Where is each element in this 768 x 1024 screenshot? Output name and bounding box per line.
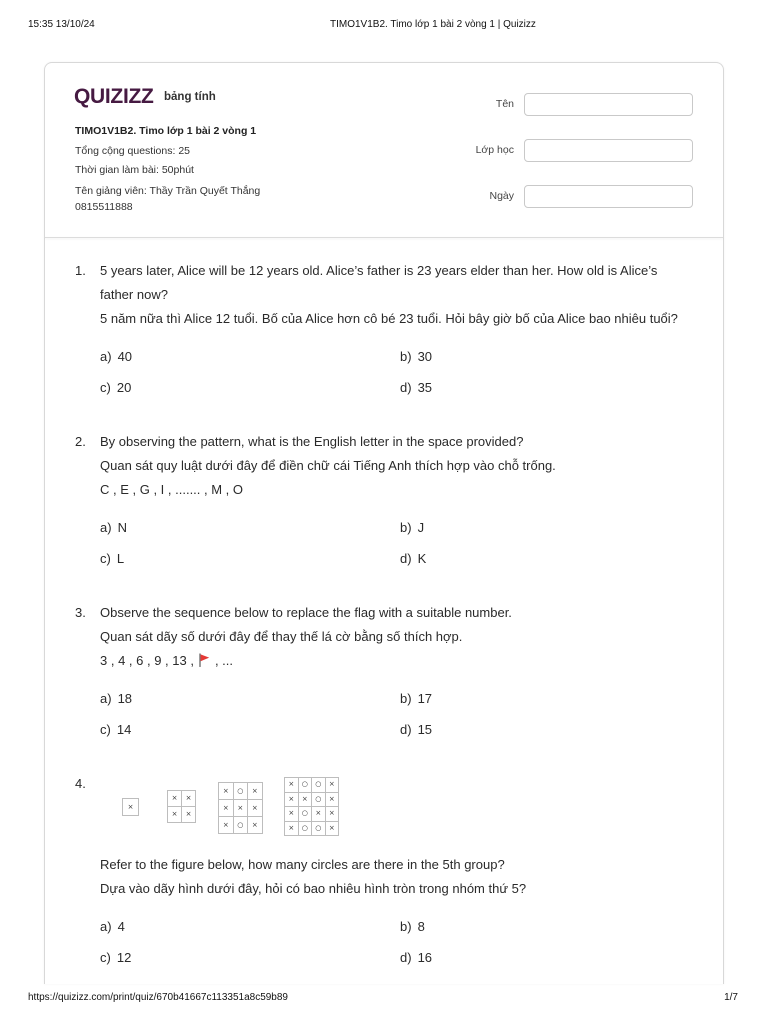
option-a <box>100 341 400 372</box>
option-b <box>400 683 700 714</box>
option-c <box>100 714 400 745</box>
grid-cell: × <box>248 800 263 817</box>
date-label: Ngày <box>489 190 514 202</box>
number-sequence <box>100 649 710 673</box>
option-label: a) <box>100 520 112 535</box>
option-value: 15 <box>417 722 433 737</box>
grid-cell: ○ <box>299 822 313 837</box>
question-number: 4. <box>75 776 86 791</box>
option-value: K <box>417 551 427 566</box>
option-value: N <box>117 520 127 535</box>
option-value: 35 <box>417 380 433 395</box>
answer-options <box>100 512 710 574</box>
question-number: 1. <box>75 263 86 278</box>
option-b <box>400 341 700 372</box>
option-d <box>400 714 700 745</box>
question-body <box>100 430 710 574</box>
question-text-vi: Quan sát quy luật dưới đây để điền chữ cái Tiếng Anh thích hợp vào chỗ trống. <box>100 458 556 473</box>
grid-cell: × <box>219 783 234 800</box>
grid-cell: ○ <box>312 778 326 793</box>
instructor: Tên giảng viên: Thầy Trần Quyết Thắng 0815511888 <box>75 184 261 213</box>
option-label: d) <box>400 722 412 737</box>
letter-sequence: C , E , G , I , ....... , M , O <box>100 482 244 497</box>
grid-cell: × <box>299 793 313 808</box>
pattern-group-2 <box>167 790 196 823</box>
grid-cell: × <box>248 817 263 834</box>
option-d <box>400 372 700 403</box>
question-number: 2. <box>75 434 86 449</box>
class-field[interactable] <box>524 139 693 162</box>
grid-cell: ○ <box>234 783 249 800</box>
question-body <box>100 259 710 403</box>
sequence-before-flag: 3 , 4 , 6 , 9 , 13 , <box>100 653 194 668</box>
option-a <box>100 683 400 714</box>
print-header-datetime: 15:35 13/10/24 <box>28 19 95 30</box>
grid-cell: × <box>219 800 234 817</box>
option-b <box>400 512 700 543</box>
class-label: Lớp học <box>475 144 514 156</box>
grid-cell: × <box>285 807 299 822</box>
question-text-en: Observe the sequence below to replace the flag with a suitable number. <box>100 605 512 620</box>
grid-cell: × <box>182 791 196 807</box>
option-a <box>100 911 400 942</box>
grid-cell: × <box>326 807 340 822</box>
option-d <box>400 942 700 973</box>
option-label: a) <box>100 691 112 706</box>
grid-cell: × <box>312 807 326 822</box>
sequence-after-flag: , ... <box>214 653 234 668</box>
grid-cell: × <box>219 817 234 834</box>
red-flag-icon <box>198 653 210 667</box>
header-divider <box>45 237 723 238</box>
grid-cell: ○ <box>299 807 313 822</box>
print-header-title: TIMO1V1B2. Timo lớp 1 bài 2 vòng 1 | Quizizz <box>330 19 536 30</box>
grid-cell: × <box>326 778 340 793</box>
question-text-en: 5 years later, Alice will be 12 years old. Alice’s father is 23 years elder than her. How old is Alice’s father now? <box>100 263 658 302</box>
option-value: 20 <box>116 380 132 395</box>
name-field[interactable] <box>524 93 693 116</box>
quizizz-logo: QUIZIZZ <box>74 85 154 108</box>
grid-cell: ○ <box>312 822 326 837</box>
option-a <box>100 512 400 543</box>
option-label: d) <box>400 551 412 566</box>
grid-cell: × <box>248 783 263 800</box>
grid-cell: × <box>326 793 340 808</box>
grid-cell: × <box>285 793 299 808</box>
date-field-row <box>440 185 693 208</box>
option-value: 4 <box>117 919 125 934</box>
option-label: c) <box>100 722 111 737</box>
grid-cell: × <box>123 799 139 816</box>
option-value: 30 <box>417 349 433 364</box>
question-text-en: By observing the pattern, what is the English letter in the space provided? <box>100 434 524 449</box>
option-b <box>400 911 700 942</box>
grid-cell: × <box>234 800 249 817</box>
option-label: a) <box>100 919 112 934</box>
class-field-row <box>440 139 693 162</box>
option-label: b) <box>400 919 412 934</box>
question-text-en: Refer to the figure below, how many circles are there in the 5th group? <box>100 857 505 872</box>
option-value: 14 <box>116 722 132 737</box>
question-number: 3. <box>75 605 86 620</box>
pattern-group-1 <box>122 798 139 816</box>
pattern-group-3 <box>218 782 263 834</box>
print-footer-url: https://quizizz.com/print/quiz/670b41667c113351a8c59b89 <box>28 992 288 1003</box>
option-value: 17 <box>417 691 433 706</box>
name-label: Tên <box>495 98 514 110</box>
duration: Thời gian làm bài: 50phút <box>75 164 194 176</box>
quiz-title: TIMO1V1B2. Timo lớp 1 bài 2 vòng 1 <box>75 125 257 137</box>
answer-options <box>100 911 710 973</box>
option-c <box>100 942 400 973</box>
pattern-group-4 <box>284 777 339 836</box>
option-value: J <box>417 520 425 535</box>
worksheet-label: bảng tính <box>164 91 216 103</box>
option-label: b) <box>400 349 412 364</box>
name-field-row <box>440 93 693 116</box>
option-label: a) <box>100 349 112 364</box>
option-value: 18 <box>117 691 133 706</box>
date-field[interactable] <box>524 185 693 208</box>
pattern-figure <box>100 772 710 853</box>
option-value: 8 <box>417 919 425 934</box>
option-c <box>100 372 400 403</box>
question-text-vi: 5 năm nữa thì Alice 12 tuổi. Bố của Alice hơn cô bé 23 tuổi. Hỏi bây giờ bố của Alice bao nhiêu tuổi? <box>100 311 678 326</box>
option-label: b) <box>400 520 412 535</box>
question-body <box>100 601 710 745</box>
option-label: d) <box>400 380 412 395</box>
question-text-vi: Dựa vào dãy hình dưới đây, hỏi có bao nhiêu hình tròn trong nhóm thứ 5? <box>100 881 527 896</box>
option-label: c) <box>100 380 111 395</box>
question-text-vi: Quan sát dãy số dưới đây để thay thế lá cờ bằng số thích hợp. <box>100 629 463 644</box>
option-value: L <box>116 551 125 566</box>
option-d <box>400 543 700 574</box>
option-value: 16 <box>417 950 433 965</box>
question-body <box>100 772 710 973</box>
grid-cell: ○ <box>312 793 326 808</box>
grid-cell: × <box>285 822 299 837</box>
grid-cell: ○ <box>299 778 313 793</box>
grid-cell: × <box>168 807 182 823</box>
answer-options <box>100 683 710 745</box>
option-value: 40 <box>117 349 133 364</box>
option-label: c) <box>100 950 111 965</box>
print-footer-page-number: 1/7 <box>724 992 738 1003</box>
option-value: 12 <box>116 950 132 965</box>
grid-cell: × <box>326 822 340 837</box>
total-questions: Tổng cộng questions: 25 <box>75 144 190 157</box>
option-label: d) <box>400 950 412 965</box>
option-label: c) <box>100 551 111 566</box>
grid-cell: × <box>168 791 182 807</box>
answer-options <box>100 341 710 403</box>
quiz-info <box>75 122 285 215</box>
option-label: b) <box>400 691 412 706</box>
grid-cell: ○ <box>234 817 249 834</box>
grid-cell: × <box>182 807 196 823</box>
grid-cell: × <box>285 778 299 793</box>
option-c <box>100 543 400 574</box>
